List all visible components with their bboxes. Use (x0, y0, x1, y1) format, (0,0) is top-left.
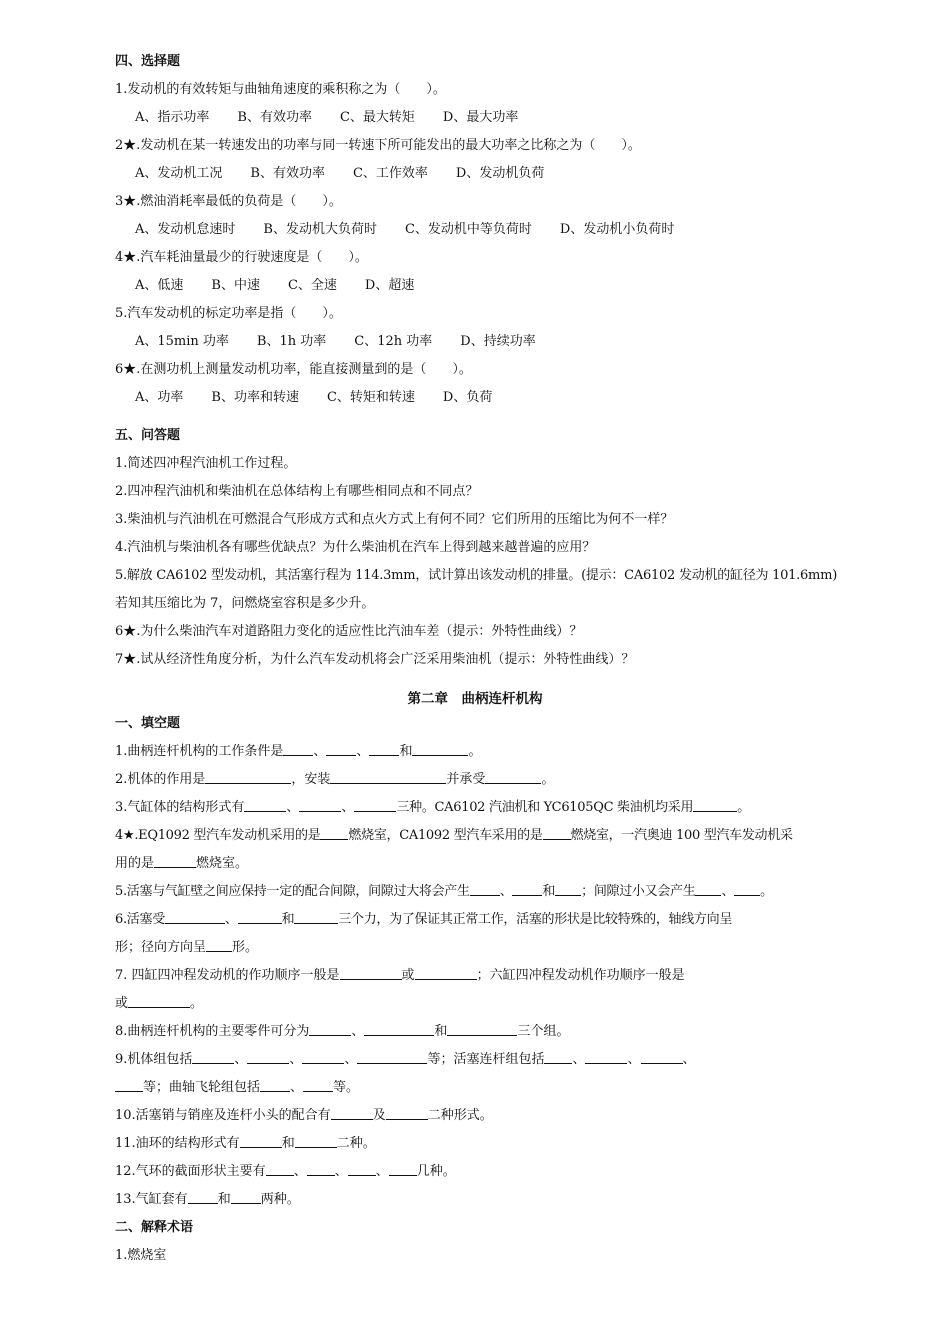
options-row (135, 277, 860, 295)
blank[interactable] (415, 967, 477, 980)
option-c: C、发动机中等负荷时 (404, 222, 532, 237)
question-item: 7★.试从经济性角度分析，为什么汽车发动机将会广泛采用柴油机（提示：外特性曲线）？ (115, 652, 635, 667)
option-c: C、工作效率 (352, 166, 428, 181)
blank[interactable] (330, 771, 446, 784)
blank[interactable] (326, 743, 356, 756)
blank[interactable] (695, 883, 721, 896)
option-b: B、中速 (211, 278, 260, 293)
option-d: D、负荷 (442, 390, 493, 405)
fill-item: 6.活塞受 、 和 三个力，为了保证其正常工作，活塞的形状是比较特殊的，轴线方向呈 (115, 912, 733, 927)
option-a: A、功率 (135, 390, 184, 405)
option-a: A、指示功率 (135, 110, 210, 125)
blank[interactable] (309, 1023, 351, 1036)
blank[interactable] (295, 1135, 337, 1148)
term-item: 1.燃烧室 (115, 1248, 167, 1263)
blank[interactable] (331, 1107, 373, 1120)
fill-item: 10.活塞销与销座及连杆小头的配合有 及 二种形式。 (115, 1108, 493, 1123)
blank[interactable] (260, 1079, 290, 1092)
blank[interactable] (555, 883, 581, 896)
question-stem: 5.汽车发动机的标定功率是指（ ）。 (115, 306, 342, 321)
section-title-choice: 四、选择题 (115, 54, 181, 69)
blank[interactable] (205, 771, 291, 784)
blank[interactable] (283, 743, 313, 756)
fill-item: 4★.EQ1092 型汽车发动机采用的是 燃烧室，CA1092 型汽车采用的是 燃烧室，一汽奥迪 100 型汽车发动机采 (115, 828, 793, 843)
blank[interactable] (348, 1163, 376, 1176)
blank[interactable] (188, 1191, 218, 1204)
fill-item-continued: 或 。 (115, 996, 204, 1011)
fill-item: 5.活塞与气缸壁之间应保持一定的配合间隙，间隙过大将会产生 、 和 ；间隙过小又会产生 、 。 (115, 884, 773, 899)
blank[interactable] (364, 1023, 434, 1036)
fill-item: 13.气缸套有 和 两种。 (115, 1192, 300, 1207)
blank[interactable] (357, 1051, 427, 1064)
blank[interactable] (734, 883, 760, 896)
blank[interactable] (165, 911, 225, 924)
question-item: 2.四冲程汽油机和柴油机在总体结构上有哪些相同点和不同点？ (115, 484, 479, 499)
blank[interactable] (369, 743, 399, 756)
options-row (135, 333, 860, 351)
blank[interactable] (354, 799, 396, 812)
blank[interactable] (294, 911, 338, 924)
options-row (135, 221, 860, 239)
section-title-fill: 一、填空题 (115, 716, 181, 731)
question-stem: 4★.汽车耗油量最少的行驶速度是（ ）。 (115, 250, 368, 265)
fill-item: 8.曲柄连杆机构的主要零件可分为 、 和 三个组。 (115, 1024, 570, 1039)
option-b: B、功率和转速 (211, 390, 299, 405)
fill-item: 1.曲柄连杆机构的工作条件是 、 、 和 。 (115, 744, 482, 759)
blank[interactable] (470, 883, 500, 896)
blank[interactable] (386, 1107, 428, 1120)
question-item: 6★.为什么柴油汽车对道路阻力变化的适应性比汽油车差（提示：外特性曲线）？ (115, 624, 583, 639)
question-stem: 1.发动机的有效转矩与曲轴角速度的乘积称之为（ ）。 (115, 82, 446, 97)
question-item: 1.简述四冲程汽油机工作过程。 (115, 456, 297, 471)
blank[interactable] (447, 1023, 517, 1036)
question-item-continued: 若知其压缩比为 7，问燃烧室容积是多少升。 (115, 596, 375, 611)
section-title-terms: 二、解释术语 (115, 1220, 194, 1235)
blank[interactable] (244, 799, 286, 812)
blank[interactable] (693, 799, 737, 812)
blank[interactable] (247, 1051, 289, 1064)
options-row (135, 165, 860, 183)
blank[interactable] (192, 1051, 234, 1064)
options-row (135, 389, 860, 407)
fill-item: 11.油环的结构形式有 和 二种。 (115, 1136, 376, 1151)
option-b: B、发动机大负荷时 (263, 222, 377, 237)
fill-item-continued: 形；径向方向呈 形。 (115, 940, 259, 955)
blank[interactable] (154, 855, 196, 868)
blank[interactable] (302, 1051, 344, 1064)
option-c: C、转矩和转速 (326, 390, 415, 405)
fill-item: 9.机体组包括 、 、 、 等；活塞连杆组包括 、 、 、 (115, 1052, 696, 1067)
option-d: D、最大功率 (442, 110, 519, 125)
question-item: 3.柴油机与汽油机在可燃混合气形成方式和点火方式上有何不同？它们所用的压缩比为何不一样？ (115, 512, 674, 527)
option-d: D、超速 (364, 278, 415, 293)
option-c: C、全速 (287, 278, 337, 293)
blank[interactable] (389, 1163, 417, 1176)
question-stem: 6★.在测功机上测量发动机功率，能直接测量到的是（ ）。 (115, 362, 472, 377)
blank[interactable] (485, 771, 541, 784)
option-b: B、有效功率 (250, 166, 325, 181)
fill-item: 7. 四缸四冲程发动机的作功顺序一般是 或 ；六缸四冲程发动机作功顺序一般是 (115, 968, 685, 983)
blank[interactable] (412, 743, 468, 756)
blank[interactable] (320, 827, 348, 840)
question-stem: 3★.燃油消耗率最低的负荷是（ ）。 (115, 194, 342, 209)
section-title-questions: 五、问答题 (115, 428, 181, 443)
fill-item: 2.机体的作用是 ，安装 并承受 。 (115, 772, 555, 787)
fill-item-continued: 等；曲轴飞轮组包括 、 等。 (115, 1079, 840, 1097)
option-b: B、1h 功率 (256, 334, 327, 349)
option-d: D、持续功率 (460, 334, 536, 349)
chapter-title: 第二章 曲柄连杆机构 (407, 691, 543, 707)
blank[interactable] (641, 1051, 683, 1064)
option-d: D、发动机负荷 (455, 166, 545, 181)
blank[interactable] (266, 1163, 294, 1176)
blank[interactable] (206, 939, 232, 952)
question-item: 4.汽油机与柴油机各有哪些优缺点？为什么柴油机在汽车上得到越来越普遍的应用？ (115, 540, 596, 555)
option-c: C、最大转矩 (339, 110, 415, 125)
blank[interactable] (128, 995, 190, 1008)
option-c: C、12h 功率 (354, 334, 433, 349)
blank[interactable] (238, 911, 282, 924)
blank[interactable] (240, 1135, 282, 1148)
question-item: 5.解放 CA6102 型发动机，其活塞行程为 114.3mm，试计算出该发动机的排量。(提示：CA6102 发动机的缸径为 101.6mm) (115, 568, 838, 583)
blank[interactable] (340, 967, 402, 980)
options-row (135, 109, 860, 127)
blank[interactable] (303, 1079, 333, 1092)
fill-item-continued: 用的是 燃烧室。 (115, 856, 249, 871)
option-a: A、低速 (135, 278, 184, 293)
option-a: A、发动机怠速时 (135, 222, 236, 237)
blank[interactable] (115, 1079, 143, 1092)
option-d: D、发动机小负荷时 (559, 222, 675, 237)
blank[interactable] (231, 1191, 261, 1204)
blank[interactable] (307, 1163, 335, 1176)
question-stem: 2★.发动机在某一转速发出的功率与同一转速下所可能发出的最大功率之比称之为（ ）。 (115, 138, 641, 153)
fill-item: 3.气缸体的结构形式有 、 、 三种。CA6102 汽油机和 YC6105QC 柴油机均采用 。 (115, 800, 751, 815)
blank[interactable] (543, 827, 571, 840)
blank[interactable] (299, 799, 341, 812)
option-b: B、有效功率 (237, 110, 312, 125)
blank[interactable] (512, 883, 542, 896)
blank[interactable] (585, 1051, 627, 1064)
option-a: A、15min 功率 (135, 334, 229, 349)
blank[interactable] (544, 1051, 572, 1064)
option-a: A、发动机工况 (135, 166, 223, 181)
fill-item: 12.气环的截面形状主要有 、 、 、 几种。 (115, 1164, 456, 1179)
